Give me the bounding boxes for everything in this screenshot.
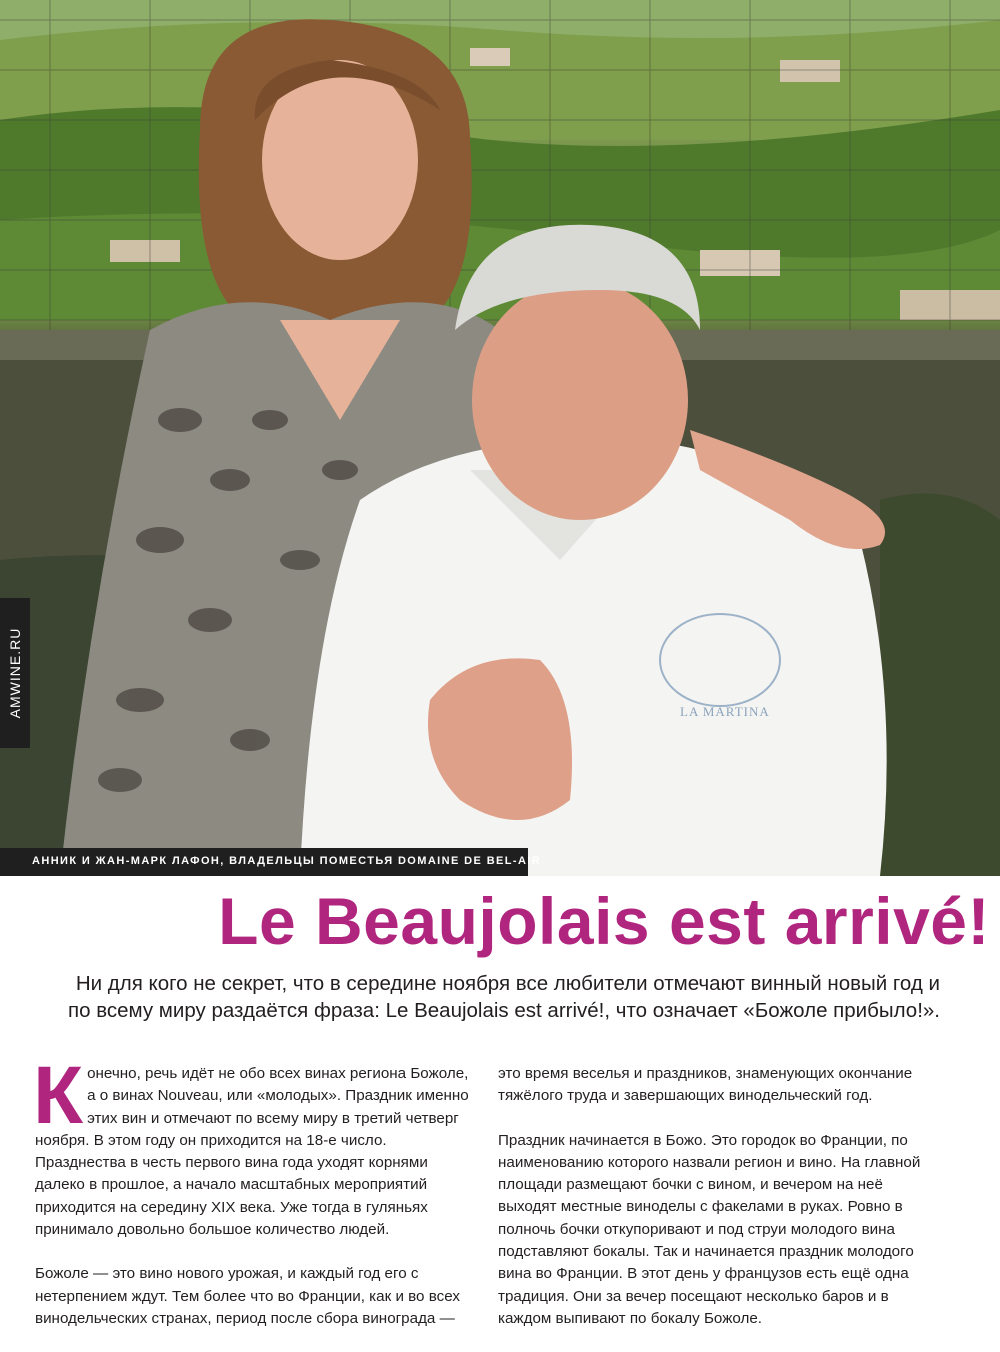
photo-caption: АННИК И ЖАН-МАРК ЛАФОН, ВЛАДЕЛЬЦЫ ПОМЕСТЬЯ DOMAINE DE BEL-AIR <box>32 855 542 867</box>
paragraph: Божоле — это вино нового урожая, и каждый год его с нетерпением ждут. Тем более что во Франции, как и во всех винодельческих странах, период после сбора винограда — <box>35 1265 460 1327</box>
article-column-left <box>33 1050 475 1352</box>
paragraph: Праздник начинается в Божо. Это городок во Франции, по наименованию которого назвали регион и вино. На главной площади размещают бочки с вином, и вечером на неё выходят местные виноделы с факелами в руках. Ровно в полночь бочки откупоривают и под струи молодого вина подставляют бокалы. Так и начинается праздник молодого вина во Франции. В этот день у французов есть ещё одна традиция. Они за вечер посещают несколько баров и в каждом выпивают по бокалу Божоле. <box>498 1131 921 1327</box>
article-lead: Ни для кого не секрет, что в середине ноября все любители отмечают винный новый год и по всему миру раздаётся фраза: Le Beaujolais est arrivé!, что означает «Божоле прибыло!». <box>68 972 940 1022</box>
shirt-logo-text: LA MARTINA <box>680 704 770 719</box>
article-title: Le Beaujolais est arrivé! <box>218 884 990 958</box>
site-url[interactable]: AMWINE.RU <box>7 627 23 719</box>
paragraph <box>33 1050 475 1241</box>
article-column-right <box>498 1063 938 1352</box>
paragraph: это время веселья и праздников, знаменующих окончание тяжёлого труда и завершающих винодельческий год. <box>498 1065 913 1105</box>
paragraph-text: онечно, речь идёт не обо всех винах региона Божоле, а о винах Nouveau, или «молодых». Праздник именно этих вин и отмечают по всему миру в третий четверг ноября. В этом году он приходится на 18-е число. Празднества в честь первого вина года уходят корнями далеко в прошлое, а начало масштабных мероприятий приходится на середину XIX века. Уже тогда в гуляньях принимало довольно большое количество людей. <box>35 1065 469 1239</box>
drop-cap: К <box>33 1050 84 1141</box>
